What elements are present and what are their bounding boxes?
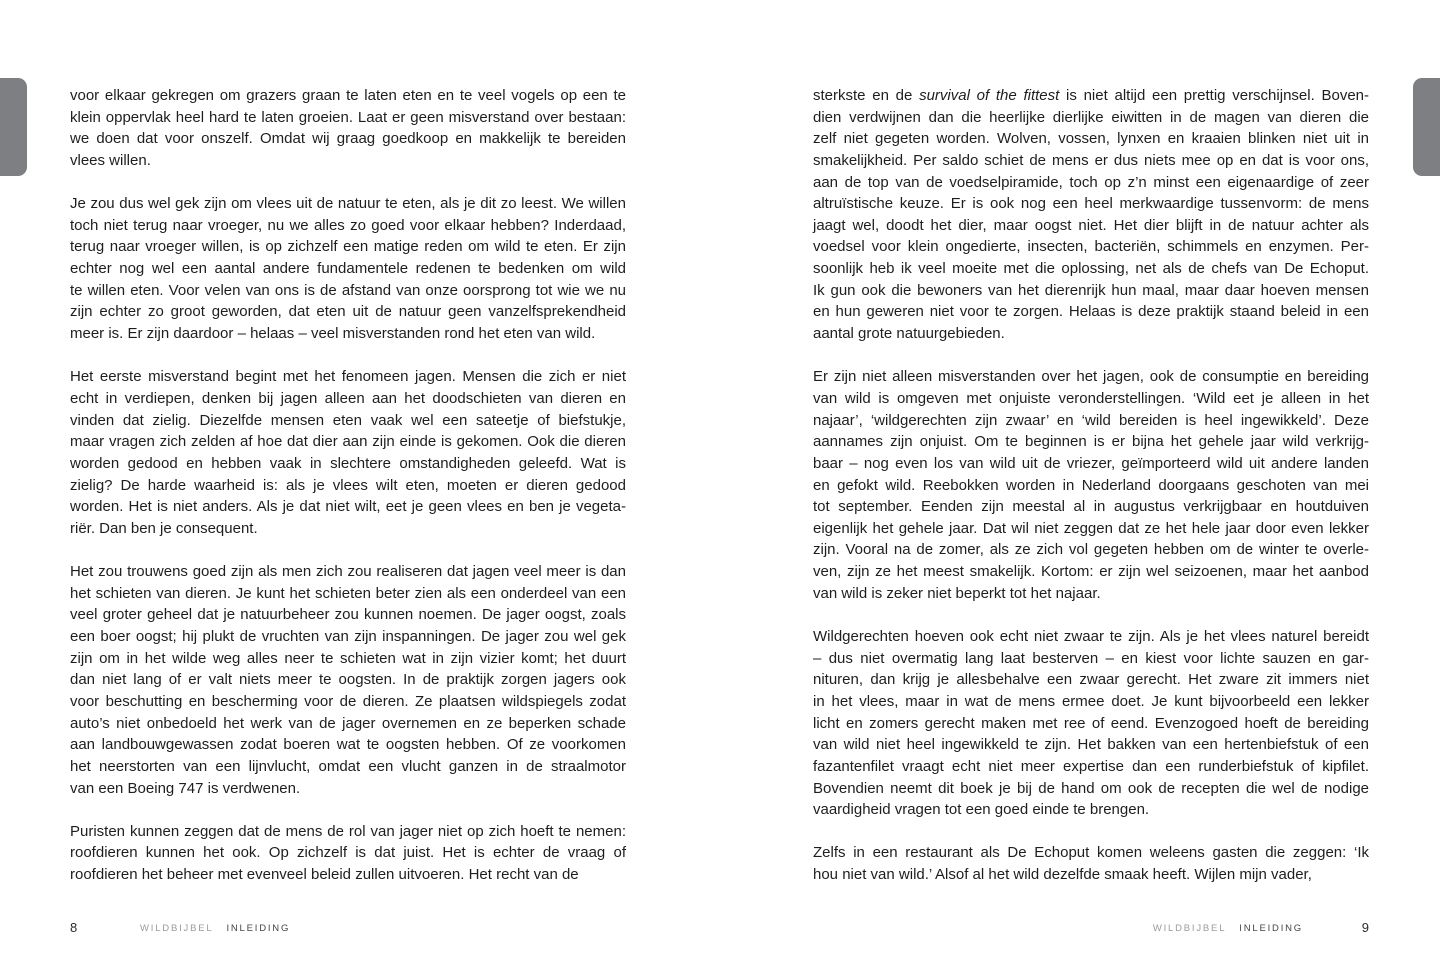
right-page-number: 9 bbox=[1361, 920, 1369, 935]
text-line: we doen dat voor onszelf. Omdat wij graag goedkoop en makkelijk te bereiden bbox=[70, 130, 626, 148]
right-running-head bbox=[1153, 923, 1303, 934]
text-line: van een Boeing 747 is verdwenen. bbox=[70, 779, 301, 797]
text-line: Puristen kunnen zeggen dat de mens de rol van jager niet op zich hoeft te nemen: bbox=[70, 822, 626, 840]
text-line: voor elkaar gekregen om grazers graan te laten eten en te veel vogels op een te bbox=[70, 87, 626, 104]
text-line: het neerstorten van een lijnvlucht, omdat een vlucht ganzen in de straalmotor bbox=[70, 757, 626, 775]
footer-chapter-title: INLEIDING bbox=[226, 923, 291, 934]
text-line: in het vlees, maar in wat de mens ermee doet. Je kunt bijvoorbeeld een lekker bbox=[813, 692, 1369, 710]
text-line: auto’s niet onbedoeld het werk van de jager overnemen en ze beperken schade bbox=[70, 714, 626, 732]
text-line: soonlijk heb ik veel moeite met die oplossing, net als de chefs van De Echoput. bbox=[813, 260, 1369, 278]
text-line: aan landbouwgewassen zodat boeren wat te oogsten hebben. Of ze voorkomen bbox=[70, 736, 626, 754]
text-line: tot september. Eenden zijn meestal al in augustus verkrijgbaar en houtduiven bbox=[813, 498, 1369, 516]
footer-chapter-title: INLEIDING bbox=[1239, 923, 1303, 934]
paragraph bbox=[813, 842, 1369, 885]
paragraph bbox=[813, 626, 1369, 821]
text-line: vinden dat zielig. Diezelfde mensen eten vaak wel een sateetje of biefstukje, bbox=[70, 411, 626, 429]
text-line: zelf niet gegeten worden. Wolven, vossen, lynxen en kraaien blinken niet uit in bbox=[813, 130, 1369, 148]
paragraph bbox=[70, 85, 626, 172]
text-line: Het eerste misverstand begint met het fenomeen jagen. Mensen die zich er niet bbox=[70, 368, 626, 386]
text-line: voor beschutting en bescherming voor de dieren. Ze plaatsen wildspiegels zodat bbox=[70, 692, 626, 710]
text-line: zijn. Vooral na de zomer, als ze zich vol gegeten hebben om de winter te overle- bbox=[813, 541, 1369, 559]
text-line: meer is. Er zijn daardoor – helaas – veel misverstanden rond het eten van wild. bbox=[70, 325, 596, 343]
text-line: smakelijkheid. Per saldo schiet de mens er dus niets mee op en dat is voor ons, bbox=[813, 151, 1369, 169]
text-line: worden gedood en hebben vaak in slechtere omstandigheden geleefd. Wat is bbox=[70, 454, 626, 472]
footer-book-title: WILDBIJBEL bbox=[1152, 923, 1227, 934]
text-line: baar – nog even los van wild uit de vriezer, geïmporteerd wild uit andere landen bbox=[813, 454, 1369, 472]
text-line: toch niet terug naar vroeger, nu we alles zo goed voor elkaar hebben? Inderdaad, bbox=[70, 216, 626, 234]
text-line: maar vragen zich zelden af hoe dat dier aan zijn einde is gekomen. Ook die dieren bbox=[70, 433, 626, 451]
text-line: zielig? De harde waarheid is: als je vlees wilt eten, moeten er dieren gedood bbox=[70, 476, 626, 494]
text-line: terug naar vroeger willen, is op zichzelf een matige reden om wild te eten. Er zijn bbox=[70, 238, 626, 256]
paragraph bbox=[70, 193, 626, 344]
text-line: klein oppervlak heel hard te laten groeien. Laat er geen misverstand over bestaan: bbox=[70, 108, 626, 126]
text-line: ven, zijn ze het meest smakelijk. Kortom: er zijn wel seizoenen, maar het aanbod bbox=[813, 563, 1369, 581]
text-line: zijn echter zo groot geworden, dat eten uit de natuur geen vanzelfsprekendheid bbox=[70, 303, 626, 321]
text-line: riër. Dan ben je consequent. bbox=[70, 519, 258, 537]
text-line: en hun geweren niet voor te zorgen. Helaas is deze praktijk staand beleid in een bbox=[813, 303, 1369, 321]
text-line: een boer oogst; hij plukt de vruchten van zijn inspanningen. De jager zou wel gek bbox=[70, 628, 626, 646]
text-line: dan niet lang of er valt niets meer te oogsten. In de praktijk zorgen jagers ook bbox=[70, 671, 626, 689]
left-page-text-column bbox=[70, 85, 626, 886]
left-running-head bbox=[140, 923, 290, 934]
text-line: voedsel voor klein ongedierte, insecten, bacteriën, schimmels en enzymen. Per- bbox=[813, 238, 1369, 256]
text-line: Ik gun ook die bewoners van het dierenrijk hun maal, maar daar hoeven mensen bbox=[813, 281, 1369, 299]
text-line: vlees willen. bbox=[70, 151, 151, 169]
text-line: zijn om in het wilde weg alles neer te schieten wat in zijn vizier komt; het duurt bbox=[70, 649, 626, 667]
text-line: vaardigheid vragen tot een goed einde te brengen. bbox=[813, 801, 1150, 819]
paragraph bbox=[813, 366, 1369, 604]
text-line: dien verdwijnen dan die heerlijke dierlijke eiwitten in de magen van dieren die bbox=[813, 108, 1369, 126]
left-page-edge-tab bbox=[0, 78, 27, 176]
text-line: Wildgerechten hoeven ook echt niet zwaar te zijn. Als je het vlees naturel bereidt bbox=[813, 628, 1369, 646]
text-line: Je zou dus wel gek zijn om vlees uit de natuur te eten, als je dit zo leest. We willen bbox=[70, 195, 626, 213]
text-line: echter nog wel een aantal andere fundamentele redenen te bedenken om wild bbox=[70, 260, 626, 278]
right-page-text-column bbox=[813, 85, 1369, 886]
paragraph bbox=[70, 561, 626, 799]
text-line: jaagt wel, doodt het dier, maar oogst niet. Het dier blijft in de natuur achter als bbox=[813, 216, 1369, 234]
text-line: fazantenfilet vraagt echt niet meer expertise dan een runderbiefstuk of kipfilet. bbox=[813, 757, 1369, 775]
text-line: najaar’, ‘wildgerechten zijn zwaar’ en ‘wild bereiden is heel ingewikkeld’. Deze bbox=[813, 411, 1369, 429]
text-line: van wild is omgeven met onjuiste veronderstellingen. ‘Wild eet je alleen in het bbox=[813, 389, 1369, 407]
footer-book-title: WILDBIJBEL bbox=[140, 923, 214, 934]
text-line: roofdieren kunnen het ook. Op zichzelf is dat juist. Het is echter de vraag of bbox=[70, 844, 626, 862]
text-line: licht en zomers gerecht maken met ree of eend. Evenzogoed hoeft de bereiding bbox=[813, 714, 1369, 732]
left-page-number: 8 bbox=[70, 920, 78, 935]
text-line: Zelfs in een restaurant als De Echoput komen weleens gasten die zeggen: ‘Ik bbox=[813, 844, 1369, 862]
text-line: – dus niet overmatig lang laat besterven – en kiest voor lichte sauzen en gar- bbox=[813, 649, 1369, 667]
text-line: nituren, dan krijg je allesbehalve een zwaar gerecht. Het zware zit immers niet bbox=[813, 671, 1369, 689]
text-line: van wild niet heel ingewikkeld te zijn. Het bakken van een hertenbiefstuk of een bbox=[813, 736, 1369, 754]
text-line: veel groter geheel dat je natuurbeheer zou kunnen noemen. De jager oogst, zoals bbox=[70, 606, 626, 624]
text-line: te willen eten. Voor velen van ons is de afstand van onze oorsprong tot wie we nu bbox=[70, 281, 626, 299]
text-line: altruïstische keuze. Er is ook nog een heel merkwaardige tussenvorm: de mens bbox=[813, 195, 1369, 213]
text-line: hou niet van wild.’ Alsof al het wild dezelfde smaak heeft. Wijlen mijn vader, bbox=[813, 866, 1312, 884]
text-line: aan de top van de voedselpiramide, toch op z’n minst een eigenaardige of zeer bbox=[813, 173, 1369, 191]
text-line: aantal grote natuurgebieden. bbox=[813, 325, 1005, 343]
paragraph bbox=[70, 821, 626, 886]
text-line: roofdieren het beheer met evenveel beleid zullen uitvoeren. Het recht van de bbox=[70, 866, 579, 884]
text-line: echt in verdiepen, denken bij jagen alleen aan het doodschieten van dieren en bbox=[70, 389, 626, 407]
right-page-footer bbox=[813, 920, 1369, 938]
text-line: worden. Het is niet anders. Als je dat niet wilt, eet je geen vlees en ben je vegeta- bbox=[70, 498, 626, 516]
text-line: aannames zijn onjuist. Om te beginnen is er bijna het gehele jaar wild verkrijg- bbox=[813, 433, 1369, 451]
text-line: en gefokt wild. Reebokken worden in Nederland doorgaans geschoten van mei bbox=[813, 476, 1369, 494]
paragraph bbox=[813, 85, 1369, 345]
text-line: sterkste en de survival of the fittest is niet altijd een prettig verschijnsel. Boven- bbox=[813, 87, 1370, 104]
text-line: Er zijn niet alleen misverstanden over het jagen, ook de consumptie en bereiding bbox=[813, 368, 1369, 386]
text-line: Bovendien neemt dit boek je bij de hand om ook de recepten die wel de nodige bbox=[813, 779, 1369, 797]
text-line: Het zou trouwens goed zijn als men zich zou realiseren dat jagen veel meer is dan bbox=[70, 563, 626, 581]
text-line: van wild is zeker niet beperkt tot het najaar. bbox=[813, 584, 1101, 602]
text-line: eigenlijk het gehele jaar. Dat wil niet zeggen dat ze het hele jaar door even lekker bbox=[813, 519, 1369, 537]
left-page-footer bbox=[70, 920, 626, 938]
right-page-edge-tab bbox=[1413, 78, 1440, 176]
paragraph bbox=[70, 366, 626, 539]
text-line: het schieten van dieren. Je kunt het schieten beter zien als een onderdeel van een bbox=[70, 584, 626, 602]
